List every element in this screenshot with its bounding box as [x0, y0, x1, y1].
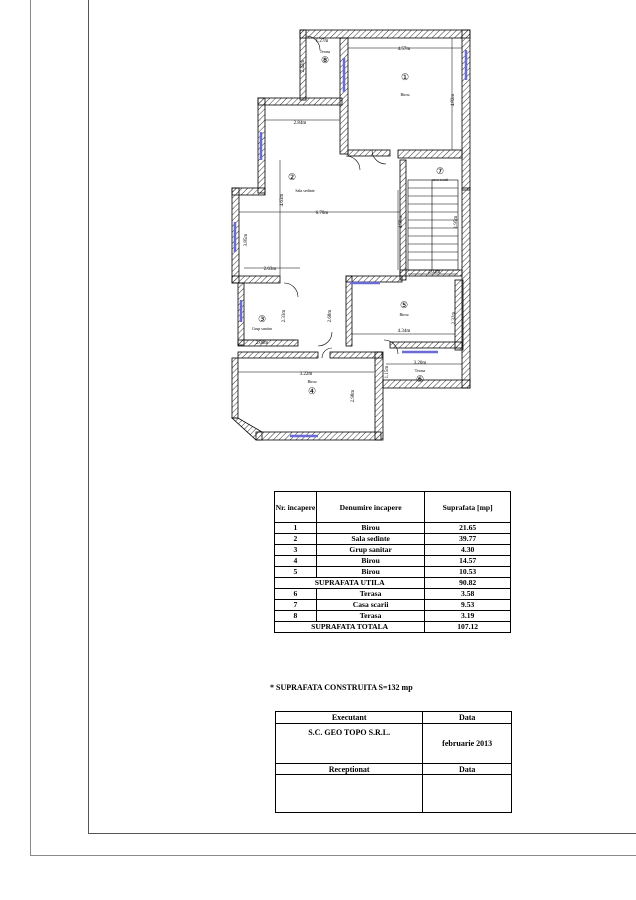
table-row-total [275, 622, 511, 633]
windows [235, 50, 466, 436]
cell-name: Sala sedinte [316, 534, 424, 545]
cell-nr: 3 [275, 545, 317, 556]
table-row [275, 534, 511, 545]
rooms-table [274, 491, 511, 633]
cell-name: Grup sanitar [316, 545, 424, 556]
rooms-table-header [275, 492, 511, 523]
util-label: SUPRAFATA UTILA [275, 578, 425, 589]
room-5-number: ⑤ [399, 300, 409, 310]
cell-area: 14.57 [425, 556, 511, 567]
extra-dim-mid: 2.63m [263, 267, 277, 272]
room-1-dim-b: 4.82m [451, 93, 456, 107]
cell-nr: 1 [275, 523, 317, 534]
cell-nr: 8 [275, 611, 317, 622]
cell-area: 10.53 [425, 567, 511, 578]
table-row [275, 556, 511, 567]
sign-header-row [276, 712, 512, 724]
room-4-dim-a: 3.22m [299, 372, 313, 377]
executant-label: Executant [276, 712, 423, 724]
room-3-dim-a: 2.33m [282, 309, 287, 323]
cell-nr: 2 [275, 534, 317, 545]
room-7-number: ⑦ [435, 166, 445, 176]
cell-area: 3.58 [425, 589, 511, 600]
extra-dim-left: 3.85m [244, 233, 249, 247]
room-3-dim-b: 2.00m [255, 341, 269, 346]
table-row [275, 600, 511, 611]
sign-empty-row [276, 775, 512, 813]
receptionat-label: Receptionat [276, 764, 423, 775]
room-5-dim-b: 2.32m [452, 311, 457, 325]
cell-area: 4.30 [425, 545, 511, 556]
room-3-name: Grup sanitar [252, 326, 272, 331]
cell-area: 39.77 [425, 534, 511, 545]
table-row-util [275, 578, 511, 589]
room-8-name: Terasa [319, 49, 331, 54]
walls [232, 30, 470, 440]
table-row [275, 589, 511, 600]
table-row [275, 523, 511, 534]
room-2-dim-c: 6.70m [315, 211, 329, 216]
built-area-note: * SUPRAFATA CONSTRUITA S=132 mp [270, 683, 413, 692]
room-7-dim-c: 2.02m [427, 270, 441, 275]
executant-value: S.C. GEO TOPO S.R.L. [276, 724, 423, 764]
cell-area: 21.65 [425, 523, 511, 534]
staircase [408, 180, 458, 270]
cell-nr: 4 [275, 556, 317, 567]
room-2-dim-a: 2.84m [293, 121, 307, 126]
room-6-dim-b: 1.15m [385, 365, 390, 379]
header-name: Denumire incapere [316, 492, 424, 523]
room-8-dim-b: 2.42m [301, 59, 306, 73]
receptionat-value [276, 775, 423, 813]
cell-name: Casa scarii [316, 600, 424, 611]
room-6-dim-a: 3.20m [413, 361, 427, 366]
room-1-dim-a: 4.57m [397, 47, 411, 52]
room-5-dim-a: 4.34m [397, 329, 411, 334]
room-3-number: ③ [257, 314, 267, 324]
room-6-number: ⑥ [415, 374, 425, 384]
table-row [275, 611, 511, 622]
room-4-dim-b: 2.98m [351, 389, 356, 403]
receptionat-date-value [423, 775, 512, 813]
table-row [275, 567, 511, 578]
cell-nr: 6 [275, 589, 317, 600]
cell-nr: 7 [275, 600, 317, 611]
header-area: Suprafata [mp] [425, 492, 511, 523]
cell-nr: 5 [275, 567, 317, 578]
table-row [275, 545, 511, 556]
cell-name: Terasa [316, 589, 424, 600]
room-1-number: ① [400, 72, 410, 82]
date-label: Data [423, 712, 512, 724]
cell-area: 3.19 [425, 611, 511, 622]
total-label: SUPRAFATA TOTALA [275, 622, 425, 633]
room-7-name: casa scarii [431, 177, 449, 182]
util-value: 90.82 [425, 578, 511, 589]
room-1-name: Birou [400, 92, 410, 97]
room-5-dim-c: 2.68m [328, 309, 333, 323]
room-2-number: ② [287, 172, 297, 182]
room-2-name: Sala sedinte [295, 188, 315, 193]
sign-header-row-2 [276, 764, 512, 775]
room-4-number: ④ [307, 386, 317, 396]
room-2-dim-b: 4.63m [280, 193, 285, 207]
room-7-dim-b: 1.95m [454, 215, 459, 229]
cell-name: Birou [316, 556, 424, 567]
cell-name: Terasa [316, 611, 424, 622]
room-4-name: Birou [307, 379, 317, 384]
room-7-dim-a: 4.90m [399, 215, 404, 229]
total-value: 107.12 [425, 622, 511, 633]
sign-value-row [276, 724, 512, 764]
date-label-2: Data [423, 764, 512, 775]
signature-table [275, 711, 512, 813]
room-8-number: ⑧ [320, 55, 330, 65]
cell-name: Birou [316, 523, 424, 534]
room-6-name: Terasa [414, 368, 426, 373]
cell-area: 9.53 [425, 600, 511, 611]
cell-name: Birou [316, 567, 424, 578]
room-8-dim-a: 1.27m [315, 39, 329, 44]
header-nr: Nr. incapere [275, 492, 317, 523]
date-value: februarie 2013 [423, 724, 512, 764]
room-5-name: Birou [399, 312, 409, 317]
